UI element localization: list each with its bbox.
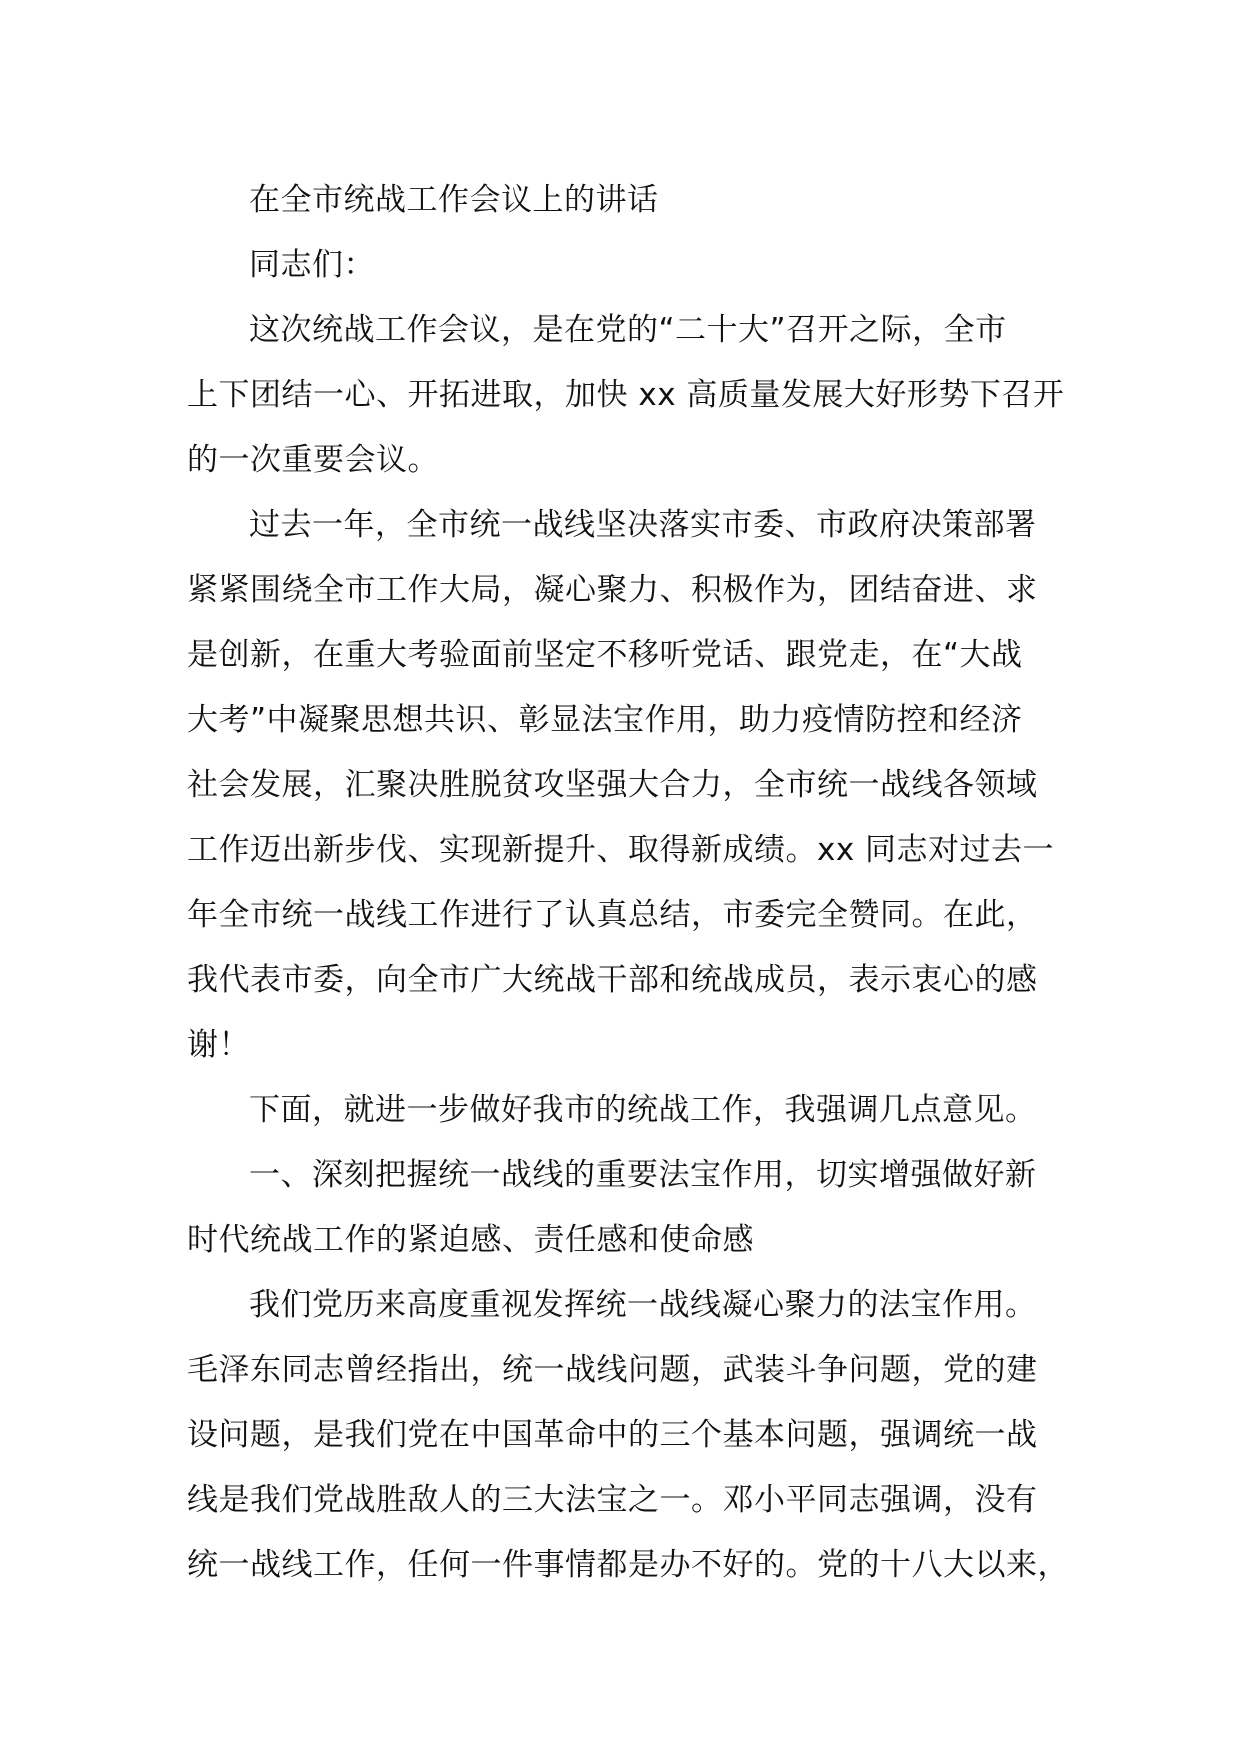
paragraph-line: 上下团结一心、开拓进取，加快 xx 高质量发展大好形势下召开 <box>187 377 1065 413</box>
paragraph-line: 设问题，是我们党在中国革命中的三个基本问题，强调统一战 <box>187 1417 1038 1453</box>
paragraph-3 <box>187 1078 1067 1143</box>
paragraph-line: 统一战线工作，任何一件事情都是办不好的。党的十八大以来， <box>187 1547 1069 1583</box>
paragraph-line: 下面，就进一步做好我市的统战工作，我强调几点意见。 <box>249 1092 1037 1128</box>
paragraph-line: 我们党历来高度重视发挥统一战线凝心聚力的法宝作用。 <box>249 1287 1037 1323</box>
paragraph-line: 我代表市委，向全市广大统战干部和统战成员，表示衷心的感 <box>187 962 1038 998</box>
paragraph-line: 大考”中凝聚思想共识、彰显法宝作用，助力疫情防控和经济 <box>187 702 1023 738</box>
paragraph-line: 毛泽东同志曾经指出，统一战线问题，武装斗争问题，党的建 <box>187 1352 1038 1388</box>
paragraph-line: 工作迈出新步伐、实现新提升、取得新成绩。xx 同志对过去一 <box>187 832 1055 868</box>
paragraph-4 <box>187 1273 1067 1598</box>
paragraph-line: 这次统战工作会议，是在党的“二十大”召开之际，全市 <box>249 312 1007 348</box>
paragraph-2 <box>187 493 1067 1078</box>
paragraph-line: 年全市统一战线工作进行了认真总结，市委完全赞同。在此， <box>187 897 1038 933</box>
paragraph-line: 的一次重要会议。 <box>187 442 439 478</box>
section-heading-1 <box>187 1143 1067 1273</box>
paragraph-line: 紧紧围绕全市工作大局，凝心聚力、积极作为，团结奋进、求 <box>187 572 1038 608</box>
paragraph-line: 是创新，在重大考验面前坚定不移听党话、跟党走，在“大战 <box>187 637 1023 673</box>
document-title: 在全市统战工作会议上的讲话 <box>249 182 659 218</box>
paragraph-1 <box>187 298 1067 493</box>
section-heading-line: 一、深刻把握统一战线的重要法宝作用，切实增强做好新 <box>249 1157 1037 1193</box>
document-body <box>187 168 1067 1598</box>
paragraph-line: 社会发展，汇聚决胜脱贫攻坚强大合力，全市统一战线各领域 <box>187 767 1038 803</box>
paragraph-line: 谢！ <box>187 1027 250 1063</box>
paragraph-line: 过去一年，全市统一战线坚决落实市委、市政府决策部署 <box>249 507 1037 543</box>
section-heading-line: 时代统战工作的紧迫感、责任感和使命感 <box>187 1222 754 1258</box>
salutation: 同志们： <box>249 247 375 283</box>
paragraph-line: 线是我们党战胜敌人的三大法宝之一。邓小平同志强调，没有 <box>187 1482 1038 1518</box>
